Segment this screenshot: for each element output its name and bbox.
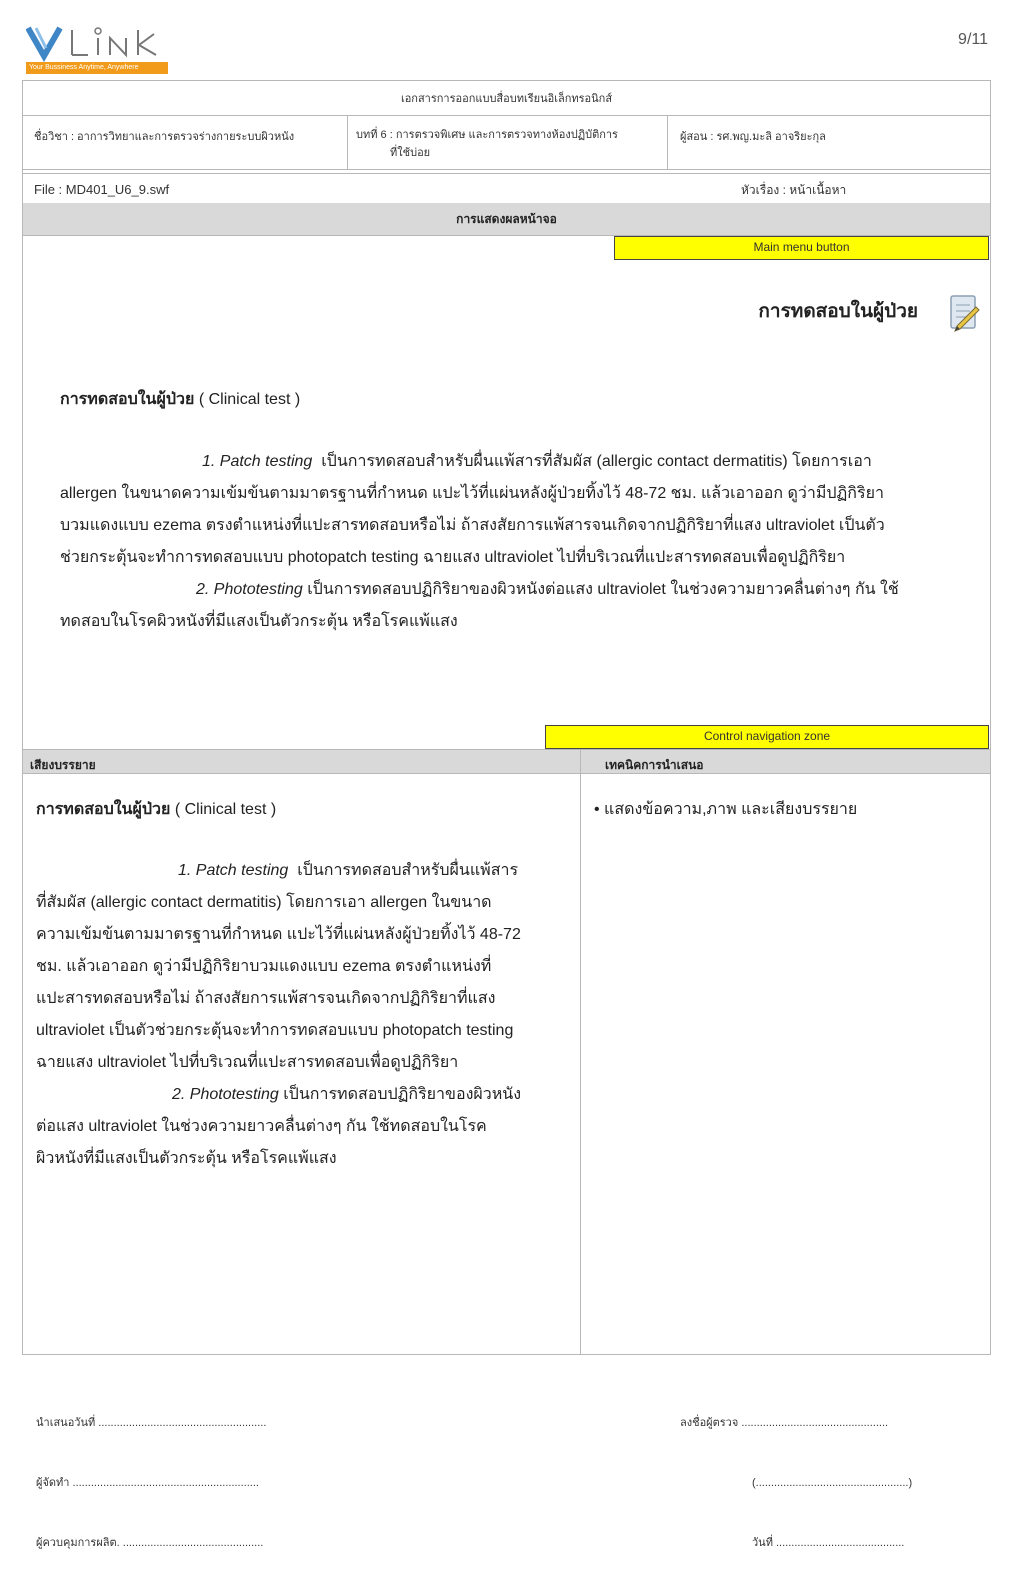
narration-line: ultraviolet เป็นตัวช่วยกระตุ้นจะทำการทดสอบแบบ photopatch testing [36,1022,514,1039]
topic: หัวเรื่อง : หน้าเนื้อหา [741,183,847,197]
lesson-line-2: ที่ใช้บ่อย [390,147,431,159]
narration-heading: การทดสอบในผู้ป่วย ( Clinical test ) [36,799,277,818]
lesson-line-1: บทที่ 6 : การตรวจพิเศษ และการตรวจทางห้องปฏิบัติการ [356,129,618,141]
narration-line: 2. Phototesting เป็นการทดสอบปฏิกิริยาของผิวหนัง [172,1086,522,1103]
page-number: 9/11 [958,31,988,48]
divider [22,115,991,116]
display-line: 2. Phototesting เป็นการทดสอบปฏิกิริยาของผิวหนังต่อแสง ultraviolet ในช่วงความยาวคลื่นต่างๆ กัน ใช้ [196,581,899,598]
narration-line: แปะสารทดสอบหรือไม่ ถ้าสงสัยการแพ้สารจนเกิดจากปฏิกิริยาที่แสง [36,990,496,1007]
display-section-title: การแสดงผลหน้าจอ [456,212,557,226]
technique-column-head: เทคนิคการนำเสนอ [605,758,704,772]
screen-title: การทดสอบในผู้ป่วย [758,300,918,322]
narration-line: ชม. แล้วเอาออก ดูว่ามีปฏิกิริยาบวมแดงแบบ ezema ตรงตำแหน่งที่ [36,958,492,975]
divider [22,773,991,774]
divider [22,169,991,170]
lesson-cell [356,126,656,162]
divider [22,173,991,174]
reviewer-sign-line: ลงชื่อผู้ตรวจ ................................................ [680,1417,889,1429]
main-menu-button-zone: Main menu button [614,236,989,260]
file-name: File : MD401_U6_9.swf [34,182,170,197]
narration-column-head: เสียงบรรยาย [30,758,96,772]
display-line: 1. Patch testing เป็นการทดสอบสำหรับผื่นแพ้สารที่สัมผัส (allergic contact dermatitis) โดยการเอา [202,453,872,470]
technique-bullet: • แสดงข้อความ,ภาพ และเสียงบรรยาย [594,801,858,818]
controller-line: ผู้ควบคุมการผลิต. .............................................. [36,1537,264,1549]
footer-left [36,1373,266,1573]
vlink-wordmark [26,22,171,62]
doc-title: เอกสารการออกแบบสื่อบทเรียนอิเล็กทรอนิกส์ [400,93,613,105]
vlink-logo [26,22,171,76]
narration-line: ความเข้มข้นตามมาตรฐานที่กำหนด แปะไว้ที่แผ่นหลังผู้ป่วยทิ้งไว้ 48-72 [36,926,521,943]
divider [580,749,581,1355]
divider [667,115,668,169]
logo-tagline: Your Bussiness Anytime, Anywhere [26,62,168,74]
narration-line: ต่อแสง ultraviolet ในช่วงความยาวคลื่นต่างๆ กัน ใช้ทดสอบในโรค [36,1118,487,1135]
control-navigation-zone: Control navigation zone [545,725,989,749]
display-heading: การทดสอบในผู้ป่วย ( Clinical test ) [60,389,301,408]
narration-body-text [36,855,566,1175]
display-line: ช่วยกระตุ้นจะทำการทดสอบแบบ photopatch testing ฉายแสง ultraviolet ไปที่บริเวณที่แปะสารทดสอบเพื่อดูปฏิกิริยา [60,549,846,566]
presented-date-line: นำเสนอวันที่ ....................................................... [36,1417,267,1429]
narration-line: ที่สัมผัส (allergic contact dermatitis) โดยการเอา allergen ในขนาด [36,894,492,911]
divider [22,749,991,750]
reviewer-name-line: (..................................................) [752,1477,913,1489]
subject-cell: ชื่อวิชา : อาการวิทยาและการตรวจร่างกายระบบผิวหนัง [34,131,295,143]
narration-line: ฉายแสง ultraviolet ไปที่บริเวณที่แปะสารทดสอบเพื่อดูปฏิกิริยา [36,1054,459,1071]
teacher-cell: ผู้สอน : รศ.พญ.มะลิ อาจริยะกุล [680,131,826,143]
producer-line: ผู้จัดทำ ............................................................. [36,1477,259,1489]
display-line: allergen ในขนาดความเข้มข้นตามมาตรฐานที่กำหนด แปะไว้ที่แผ่นหลังผู้ป่วยทิ้งไว้ 48-72 ชม. แล้วเอาออก ดูว่ามีปฏิกิริยา [60,485,884,502]
lower-section-bar [23,749,990,773]
narration-line: 1. Patch testing เป็นการทดสอบสำหรับผื่นแพ้สาร [178,862,519,879]
footer-right [680,1373,912,1573]
display-line: บวมแดงแบบ ezema ตรงตำแหน่งที่แปะสารทดสอบหรือไม่ ถ้าสงสัยการแพ้สารจนเกิดจากปฏิกิริยาที่แสง ultraviolet เป็นตัว [60,517,885,534]
narration-line: ผิวหนังที่มีแสงเป็นตัวกระตุ้น หรือโรคแพ้แสง [36,1150,337,1167]
display-line: ทดสอบในโรคผิวหนังที่มีแสงเป็นตัวกระตุ้น หรือโรคแพ้แสง [60,613,458,630]
review-date-line: วันที่ .......................................... [752,1537,905,1549]
notepad-pencil-icon [948,293,980,333]
display-body-text [60,446,960,638]
divider [347,115,348,169]
